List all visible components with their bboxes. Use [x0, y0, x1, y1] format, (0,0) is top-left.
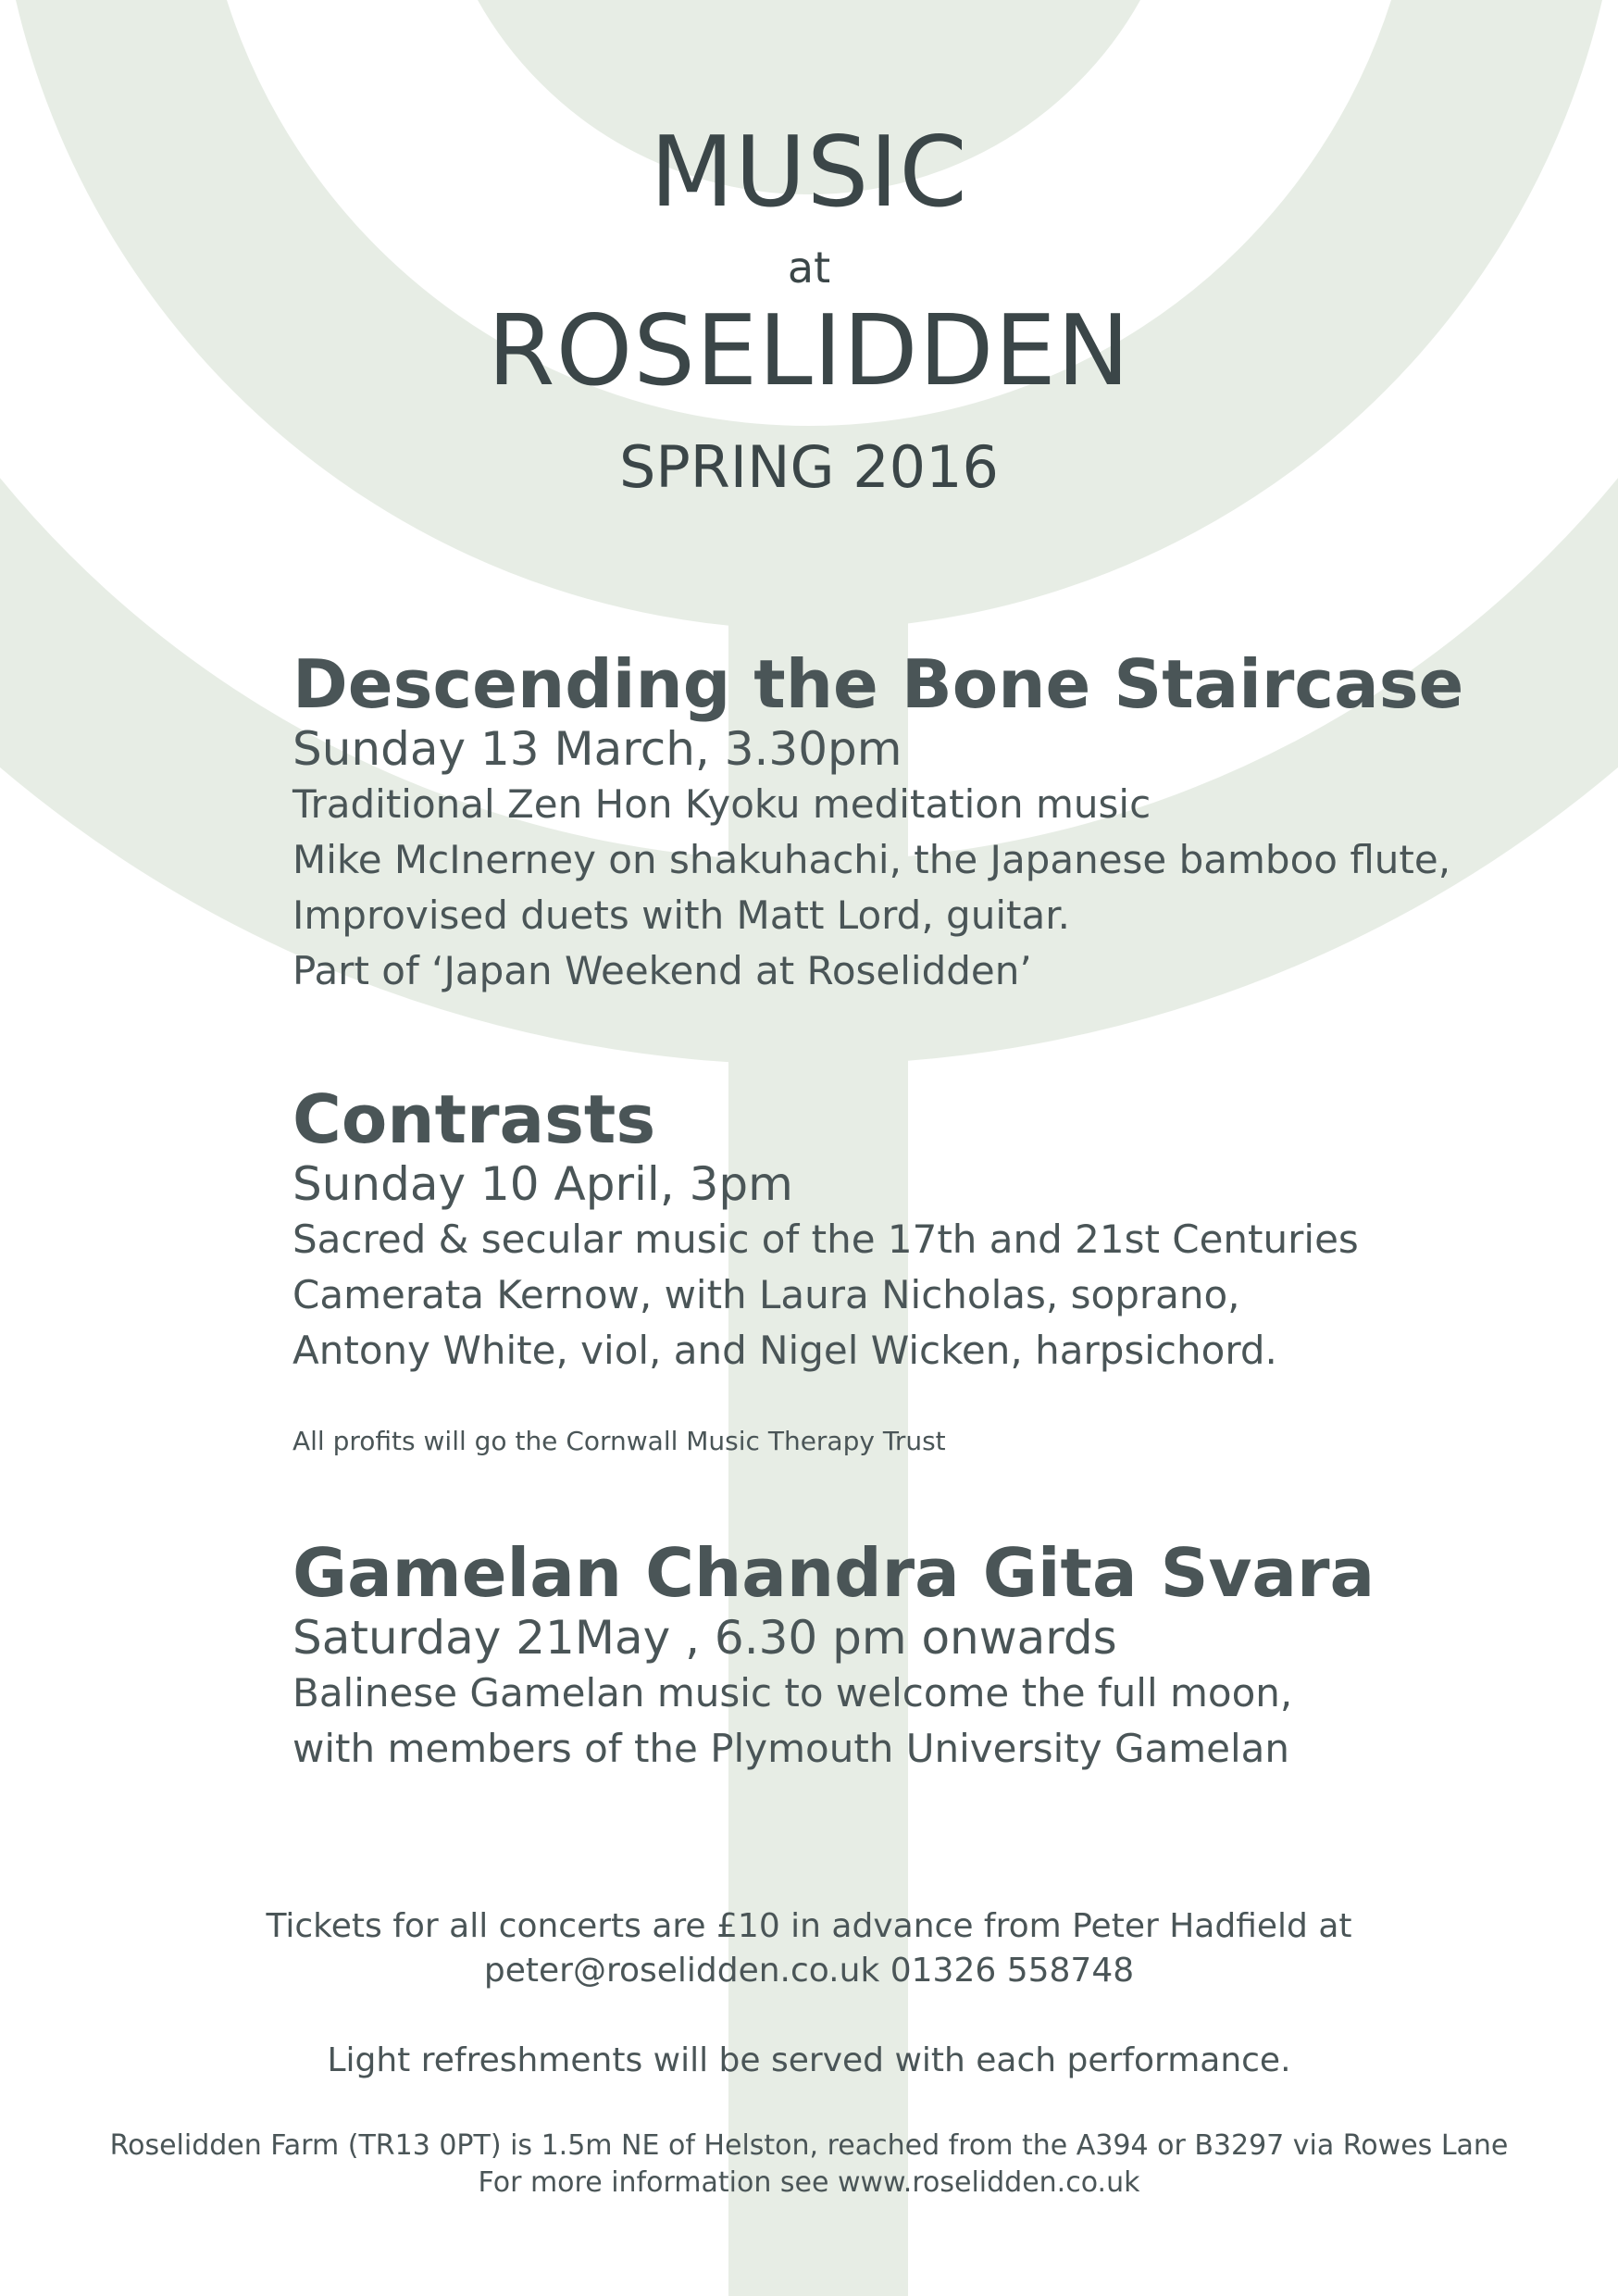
title-at: at: [787, 243, 831, 293]
event-description: [292, 1666, 1375, 1777]
event-title: Contrasts: [292, 1080, 656, 1158]
charity-note: All profits will go the Cornwall Music Therapy Trust: [292, 1426, 946, 1456]
more-info: For more information see www.roselidden.co.uk: [478, 2166, 1140, 2199]
event-descending-bone-staircase: [292, 645, 1464, 999]
event-contrasts: [292, 1080, 1359, 1379]
event-gamelan: [292, 1534, 1375, 1777]
description-line: Balinese Gamelan music to welcome the full moon,: [292, 1670, 1293, 1716]
contact-info: peter@roselidden.co.uk 01326 558748: [483, 1952, 1135, 1990]
season-label: SPRING 2016: [618, 433, 1000, 501]
description-line: with members of the Plymouth University Gamelan: [292, 1726, 1290, 1772]
event-description: [292, 1212, 1359, 1379]
event-date: Sunday 10 April, 3pm: [292, 1157, 793, 1212]
description-line: Mike McInerney on shakuhachi, the Japanese bamboo flute,: [292, 837, 1451, 883]
description-line: Part of ‘Japan Weekend at Roselidden’: [292, 948, 1032, 994]
event-title: Gamelan Chandra Gita Svara: [292, 1534, 1375, 1612]
description-line: Antony White, viol, and Nigel Wicken, harpsichord.: [292, 1328, 1277, 1374]
description-line: Improvised duets with Matt Lord, guitar.: [292, 892, 1070, 939]
description-line: Camerata Kernow, with Laura Nicholas, soprano,: [292, 1272, 1240, 1318]
event-date: Sunday 13 March, 3.30pm: [292, 722, 902, 777]
directions: Roselidden Farm (TR13 0PT) is 1.5m NE of Helston, reached from the A394 or B3297 via Rowes Lane: [109, 2129, 1509, 2162]
title-music: MUSIC: [650, 116, 968, 229]
description-line: Traditional Zen Hon Kyoku meditation music: [292, 781, 1151, 828]
event-title: Descending the Bone Staircase: [292, 645, 1464, 723]
tickets-info: Tickets for all concerts are £10 in advance from Peter Hadfield at: [266, 1907, 1352, 1945]
refreshments-note: Light refreshments will be served with each performance.: [327, 2041, 1291, 2079]
event-description: [292, 777, 1463, 999]
title-roselidden: ROSELIDDEN: [487, 294, 1131, 407]
inner-ring: [531, 0, 1087, 93]
description-line: Sacred & secular music of the 17th and 21st Centuries: [292, 1217, 1359, 1263]
event-date: Saturday 21May , 6.30 pm onwards: [292, 1611, 1117, 1666]
